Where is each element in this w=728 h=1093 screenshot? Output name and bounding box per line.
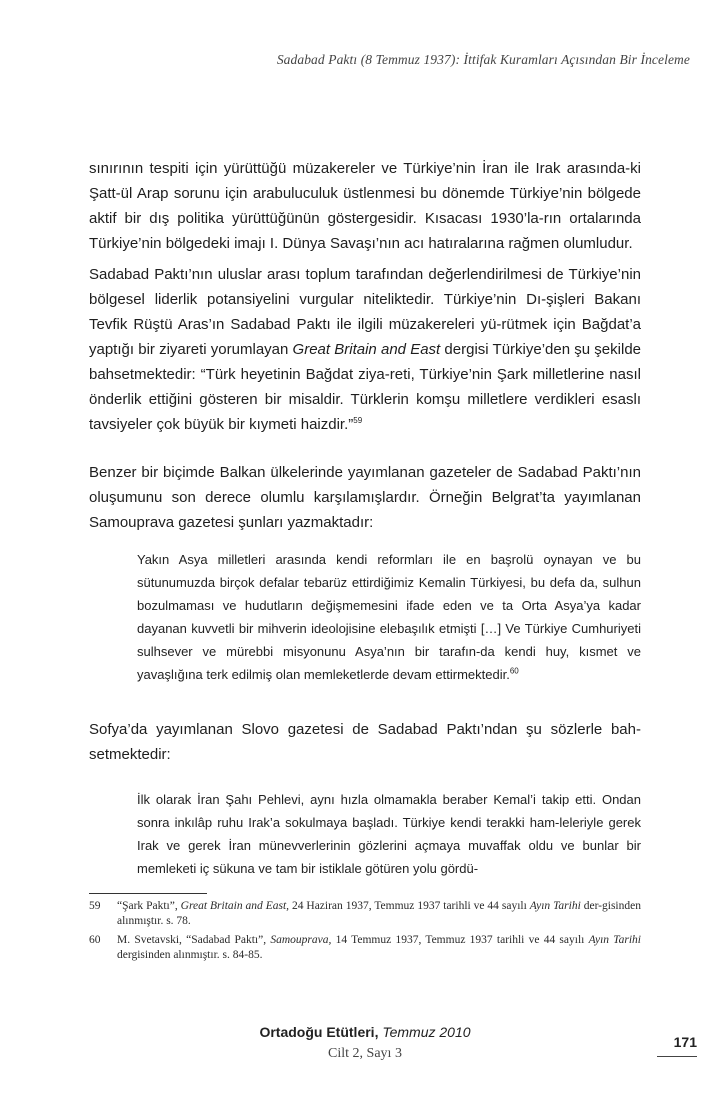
paragraph-2 — [89, 262, 641, 437]
footnote-source-italic: Ayın Tarihi — [588, 934, 641, 946]
paragraph-2-text-a: Sadabad Paktı’nın uluslar arası toplum tarafından değerlendirilmesi de Türkiye’nin bölgesel liderlik potansiyelini vurgular niteliktedir. Türkiye’nin Dı-şişleri Bakanı Tevfik Rüştü Aras’ın Sadabad Paktı ile ilgili müzakereleri yü-rütmek için Bağdat’a yaptığı bir ziyareti yorumlayan — [89, 266, 641, 358]
page-number-rule — [657, 1056, 697, 1057]
page-number: 171 — [673, 1034, 697, 1050]
footnote-text-part: der-gisinden alınmıştır. s. 78. — [117, 900, 641, 927]
journal-name: Ortadoğu Etütleri, — [259, 1024, 379, 1040]
footnote-ref-60[interactable]: 60 — [509, 666, 519, 676]
footnote-text — [117, 899, 641, 929]
footnote-text-part: 24 Haziran 1937, Temmuz 1937 tarihli ve 44 sayılı — [289, 900, 530, 912]
block-quote-2: İlk olarak İran Şahı Pehlevi, aynı hızla olmamakla beraber Kemal’i takip etti. Ondan sonra inkılâp ruhu Irak’a sokulmaya başladı. Türkiye kendi terakki ham-leleriyle gerek Irak ve gerek İran münevverlerinin gözlerini açmaya muvaffak oldu ve bunlar bir memleketi iç sükuna ve tam bir istiklale götüren yolu gördü- — [137, 792, 641, 876]
footnote-60 — [89, 933, 641, 963]
footnote-source-italic: Great Britain and East, — [180, 900, 290, 912]
footnote-divider — [89, 893, 207, 894]
issue-label: Cilt 2, Sayı 3 — [328, 1046, 402, 1061]
paragraph-3: Benzer bir biçimde Balkan ülkelerinde yayımlanan gazeteler de Sadabad Paktı’nın oluşumunu son derece olumlu karşılamışlardır. Örneğin Belgrat’ta yayımlanan Samouprava gazetesi şunları yazmaktadır: — [89, 464, 641, 531]
paragraph-1: sınırının tespiti için yürüttüğü müzakereler ve Türkiye’nin İran ile Irak arasında-ki Şatt-ül Arap sorunu için arabuluculuk üstlenmesi bu dönemde Türkiye’nin bölgede aktif bir dış politika yürüttüğünün göstergesidir. Kısacası 1930’la-rın ortalarında Türkiye’nin bölgedeki imajı I. Dünya Savaşı’nın acı hatıralarına rağmen olumludur. — [89, 160, 641, 252]
footnote-ref-59[interactable]: 59 — [353, 416, 363, 425]
journal-title-italic: Great Britain and East — [292, 341, 441, 358]
footnote-text-part: “Şark Paktı”, — [117, 900, 181, 912]
paragraph-2-text-b: dergisi Türkiye’den şu şekilde bahsetmektedir: “Türk heyetinin Bağdat ziya-reti, Türkiye’nin Şark milletlerine nasıl önderlik ettiğini gösteren bir misaldir. Türklerin komşu milletlere verdikleri esaslı tavsiyeler çok büyük bir kıymeti haizdir.” — [89, 341, 641, 433]
running-header: Sadabad Paktı (8 Temmuz 1937): İttifak Kuramları Açısından Bir İnceleme — [276, 52, 690, 67]
footnote-59 — [89, 899, 641, 929]
footnote-text-part: 14 Temmuz 1937, Temmuz 1937 tarihli ve 44 sayılı — [331, 934, 589, 946]
paragraph-4: Sofya’da yayımlanan Slovo gazetesi de Sadabad Paktı’ndan şu sözlerle bah-setmektedir: — [89, 721, 641, 763]
footnote-text-part: M. Svetavski, “Sadabad Paktı”, — [117, 934, 271, 946]
journal-date: Temmuz 2010 — [378, 1024, 471, 1040]
footnote-source-italic: Samouprava, — [270, 934, 332, 946]
footnote-number: 59 — [89, 900, 101, 912]
block-quote-1-text: Yakın Asya milletleri arasında kendi reformları ile en başrolü oynayan ve bu sütunumuzda birçok defalar tebarüz ettirdiğimiz Kemalin Türkiyesi, bu defa da, sulhun bozulmaması ve hudutların değişmemesini ifade eden ve ta Orta Asya’ya kadar dayanan kuvvetli bir mihverin ideolojisine elebaşılık etmişti […] Ve Türkiye Cumhuriyeti sulhsever ve mürebbi misyonunu Asya’nın bir tarafın-da kendi huy, kısmet ve yavaşlığına terk edilmiş olan memleketlerde devam ettirmektedir. — [137, 552, 641, 682]
footnote-text-part: dergisinden alınmıştır. s. 84-85. — [117, 949, 263, 961]
journal-footer — [200, 1024, 530, 1040]
footnote-source-italic: Ayın Tarihi — [529, 900, 581, 912]
block-quote-1 — [137, 548, 641, 686]
footnote-number: 60 — [89, 934, 101, 946]
footnote-text — [117, 933, 641, 963]
